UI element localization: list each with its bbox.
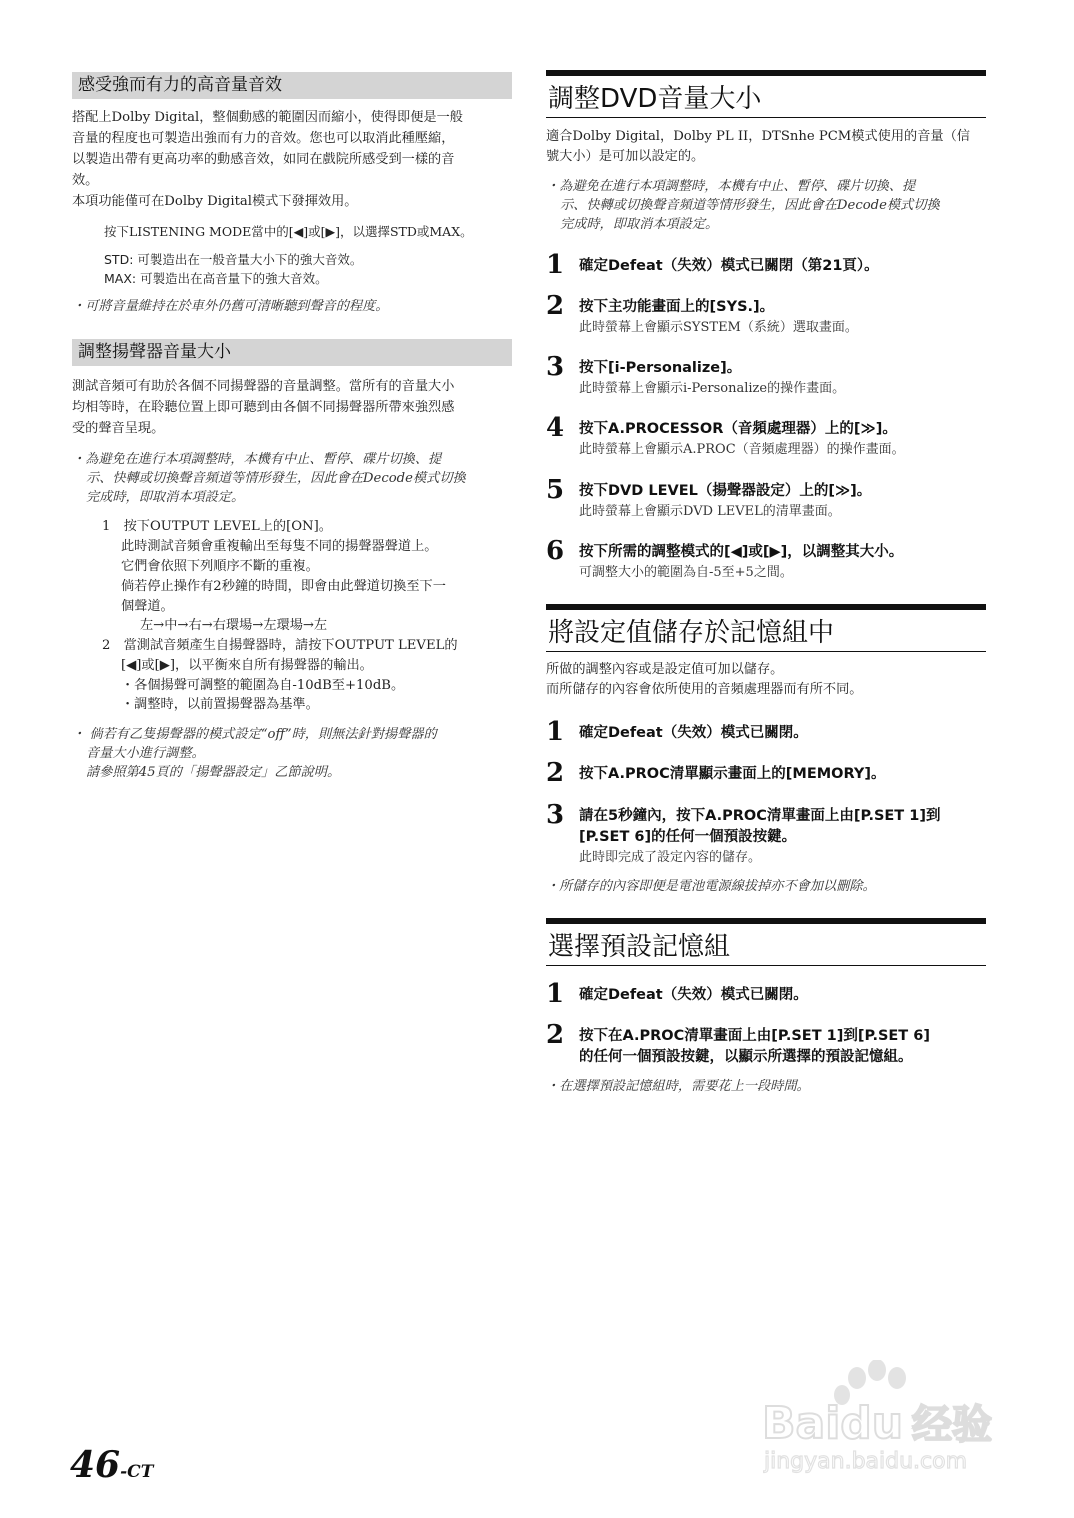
note: ・所儲存的內容即便是電池電源線拔掉亦不會加以刪除。 (546, 879, 876, 894)
channel-order: 左→中→右→右環場→左環場→左 (140, 618, 328, 633)
step-description: 可調整大小的範圍為自-5至+5之間。 (579, 565, 793, 580)
step-title: 確定Defeat（失效）模式已關閉。 (579, 725, 808, 741)
section-heading-memory-store: 將設定值儲存於記憶組中 (546, 604, 986, 652)
section-heading-dvd-level: 調整DVD音量大小 (546, 70, 986, 118)
step-number: 2 (546, 1020, 565, 1050)
section-heading-memory-select: 選擇預設記憶組 (546, 918, 986, 966)
note: ・為避免在進行本項調整時，本機有中止、暫停、碟片切換、提 (546, 179, 916, 194)
step-description: 此時螢幕上會顯示A.PROC（音頻處理器）的操作畫面。 (579, 442, 905, 457)
std-description: STD: 可製造出在一般音量大小下的強大音效。 (104, 252, 363, 267)
step-title: 按下A.PROCESSOR（音頻處理器）上的[≫]。 (579, 421, 897, 437)
step-description: 此時即完成了設定內容的儲存。 (579, 850, 762, 865)
note: ・在選擇預設記憶組時，需要花上一段時間。 (546, 1079, 810, 1094)
watermark-url: jingyan.baidu.com (764, 1449, 968, 1474)
section-heading-high-volume: 感受強而有力的高音量音效 (72, 72, 512, 99)
step-title: 按下主功能畫面上的[SYS.]。 (579, 299, 775, 315)
section-heading-speaker-level: 調整揚聲器音量大小 (72, 339, 512, 366)
step-number: 4 (546, 413, 565, 443)
note: 示、快轉或切換聲音頻道等情形發生，因此會在Decode模式切換 (86, 471, 466, 486)
step-title: 按下在A.PROC清單畫面上由[P.SET 1]到[P.SET 6] (579, 1028, 930, 1044)
note: ・可將音量維持在於車外仍舊可清晰聽到聲音的程度。 (72, 299, 389, 314)
sub-step-text: [◀]或[▶]，以平衡來自所有揚聲器的輸出。 (121, 658, 373, 673)
sub-step-text: ・各個揚聲可調整的範圍為自-10dB至+10dB。 (121, 678, 405, 693)
paragraph-line: 所做的調整內容或是設定值可加以儲存。 (546, 662, 784, 677)
step-title: 按下[i-Personalize]。 (579, 360, 742, 376)
paw-logo-icon (762, 1360, 1012, 1480)
paragraph-line: 均相等時，在聆聽位置上即可聽到由各個不同揚聲器所帶來強烈感 (72, 400, 455, 415)
step-number: 3 (546, 352, 565, 382)
paragraph-line: 號大小）是可加以設定的。 (546, 149, 705, 164)
paragraph-line: 本項功能僅可在Dolby Digital模式下發揮效用。 (72, 194, 358, 209)
paragraph-line: 效。 (72, 173, 99, 188)
step-number: 2 (546, 291, 565, 321)
step-description: 此時螢幕上會顯示i-Personalize的操作畫面。 (579, 381, 846, 396)
note: 完成時，即取消本項設定。 (560, 217, 719, 232)
brand-cn-text: 经验 (912, 1402, 992, 1448)
paragraph-line: 以製造出帶有更高功率的動感音效，如同在戲院所感受到一樣的音 (72, 152, 455, 167)
note: ・為避免在進行本項調整時，本機有中止、暫停、碟片切換、提 (72, 452, 442, 467)
sub-step-text: 它們會依照下列順序不斷的重複。 (121, 559, 319, 574)
note: 示、快轉或切換聲音頻道等情形發生，因此會在Decode模式切換 (560, 198, 940, 213)
paragraph-line: 測試音頻可有助於各個不同揚聲器的音量調整。當所有的音量大小 (72, 379, 455, 394)
step-number: 3 (546, 800, 565, 830)
step-title: 按下A.PROC清單顯示畫面上的[MEMORY]。 (579, 766, 886, 782)
step-number: 5 (546, 475, 565, 505)
step-number: 1 (546, 979, 565, 1009)
instruction: 按下LISTENING MODE當中的[◀]或[▶]，以選擇STD或MAX。 (104, 224, 473, 239)
sub-step-text: 倘若停止操作有2秒鐘的時間，即會由此聲道切換至下一 (121, 579, 446, 594)
step-title: 請在5秒鐘內，按下A.PROC清單畫面上由[P.SET 1]到 (579, 808, 941, 824)
baidu-watermark (762, 1360, 1012, 1480)
step-description: 此時螢幕上會顯示DVD LEVEL的清單畫面。 (579, 504, 841, 519)
page-number (70, 1444, 153, 1486)
page-number-value: 46 (70, 1444, 121, 1486)
step-title: 按下所需的調整模式的[◀]或[▶]，以調整其大小。 (579, 544, 904, 560)
step-number: 1 (546, 250, 565, 280)
note: 請參照第45頁的「揚聲器設定」乙節說明。 (86, 765, 341, 780)
paragraph-line: 適合Dolby Digital，Dolby PL II，DTSnhe PCM模式使用的音量（信 (546, 129, 970, 144)
paragraph-line: 搭配上Dolby Digital，整個動感的範圍因而縮小，使得即便是一般 (72, 110, 463, 125)
paragraph-line: 而所儲存的內容會依所使用的音頻處理器而有所不同。 (546, 682, 863, 697)
sub-step-text: ・調整時，以前置揚聲器為基準。 (121, 697, 319, 712)
max-description: MAX: 可製造出在高音量下的強大音效。 (104, 271, 328, 286)
paragraph-line: 音量的程度也可製造出強而有力的音效。您也可以取消此種壓縮， (72, 131, 455, 146)
sub-step: 1 按下OUTPUT LEVEL上的[ON]。 (102, 519, 332, 534)
step-title: 按下DVD LEVEL（揚聲器設定）上的[≫]。 (579, 483, 872, 499)
note: 音量大小進行調整。 (86, 746, 205, 761)
step-title: 確定Defeat（失效）模式已關閉（第21頁）。 (579, 258, 879, 274)
brand-text: Baidu (762, 1398, 904, 1449)
step-description: 此時螢幕上會顯示SYSTEM（系統）選取畫面。 (579, 320, 858, 335)
note: 完成時，即取消本項設定。 (86, 490, 245, 505)
step-number: 1 (546, 717, 565, 747)
sub-step: 2 當測試音頻產生自揚聲器時，請按下OUTPUT LEVEL的 (102, 638, 458, 653)
step-number: 2 (546, 758, 565, 788)
step-number: 6 (546, 536, 565, 566)
step-title: [P.SET 6]的任何一個預設按鍵。 (579, 829, 797, 845)
paragraph-line: 受的聲音呈現。 (72, 421, 165, 436)
note: ・ 倘若有乙隻揚聲器的模式設定“off”時，則無法針對揚聲器的 (72, 727, 437, 742)
step-title: 的任何一個預設按鍵，以顯示所選擇的預設記憶組。 (579, 1049, 913, 1065)
sub-step-text: 個聲道。 (121, 599, 174, 614)
page-suffix: -CT (120, 1462, 154, 1482)
step-title: 確定Defeat（失效）模式已關閉。 (579, 987, 808, 1003)
sub-step-text: 此時測試音頻會重複輸出至每隻不同的揚聲器聲道上。 (121, 539, 438, 554)
